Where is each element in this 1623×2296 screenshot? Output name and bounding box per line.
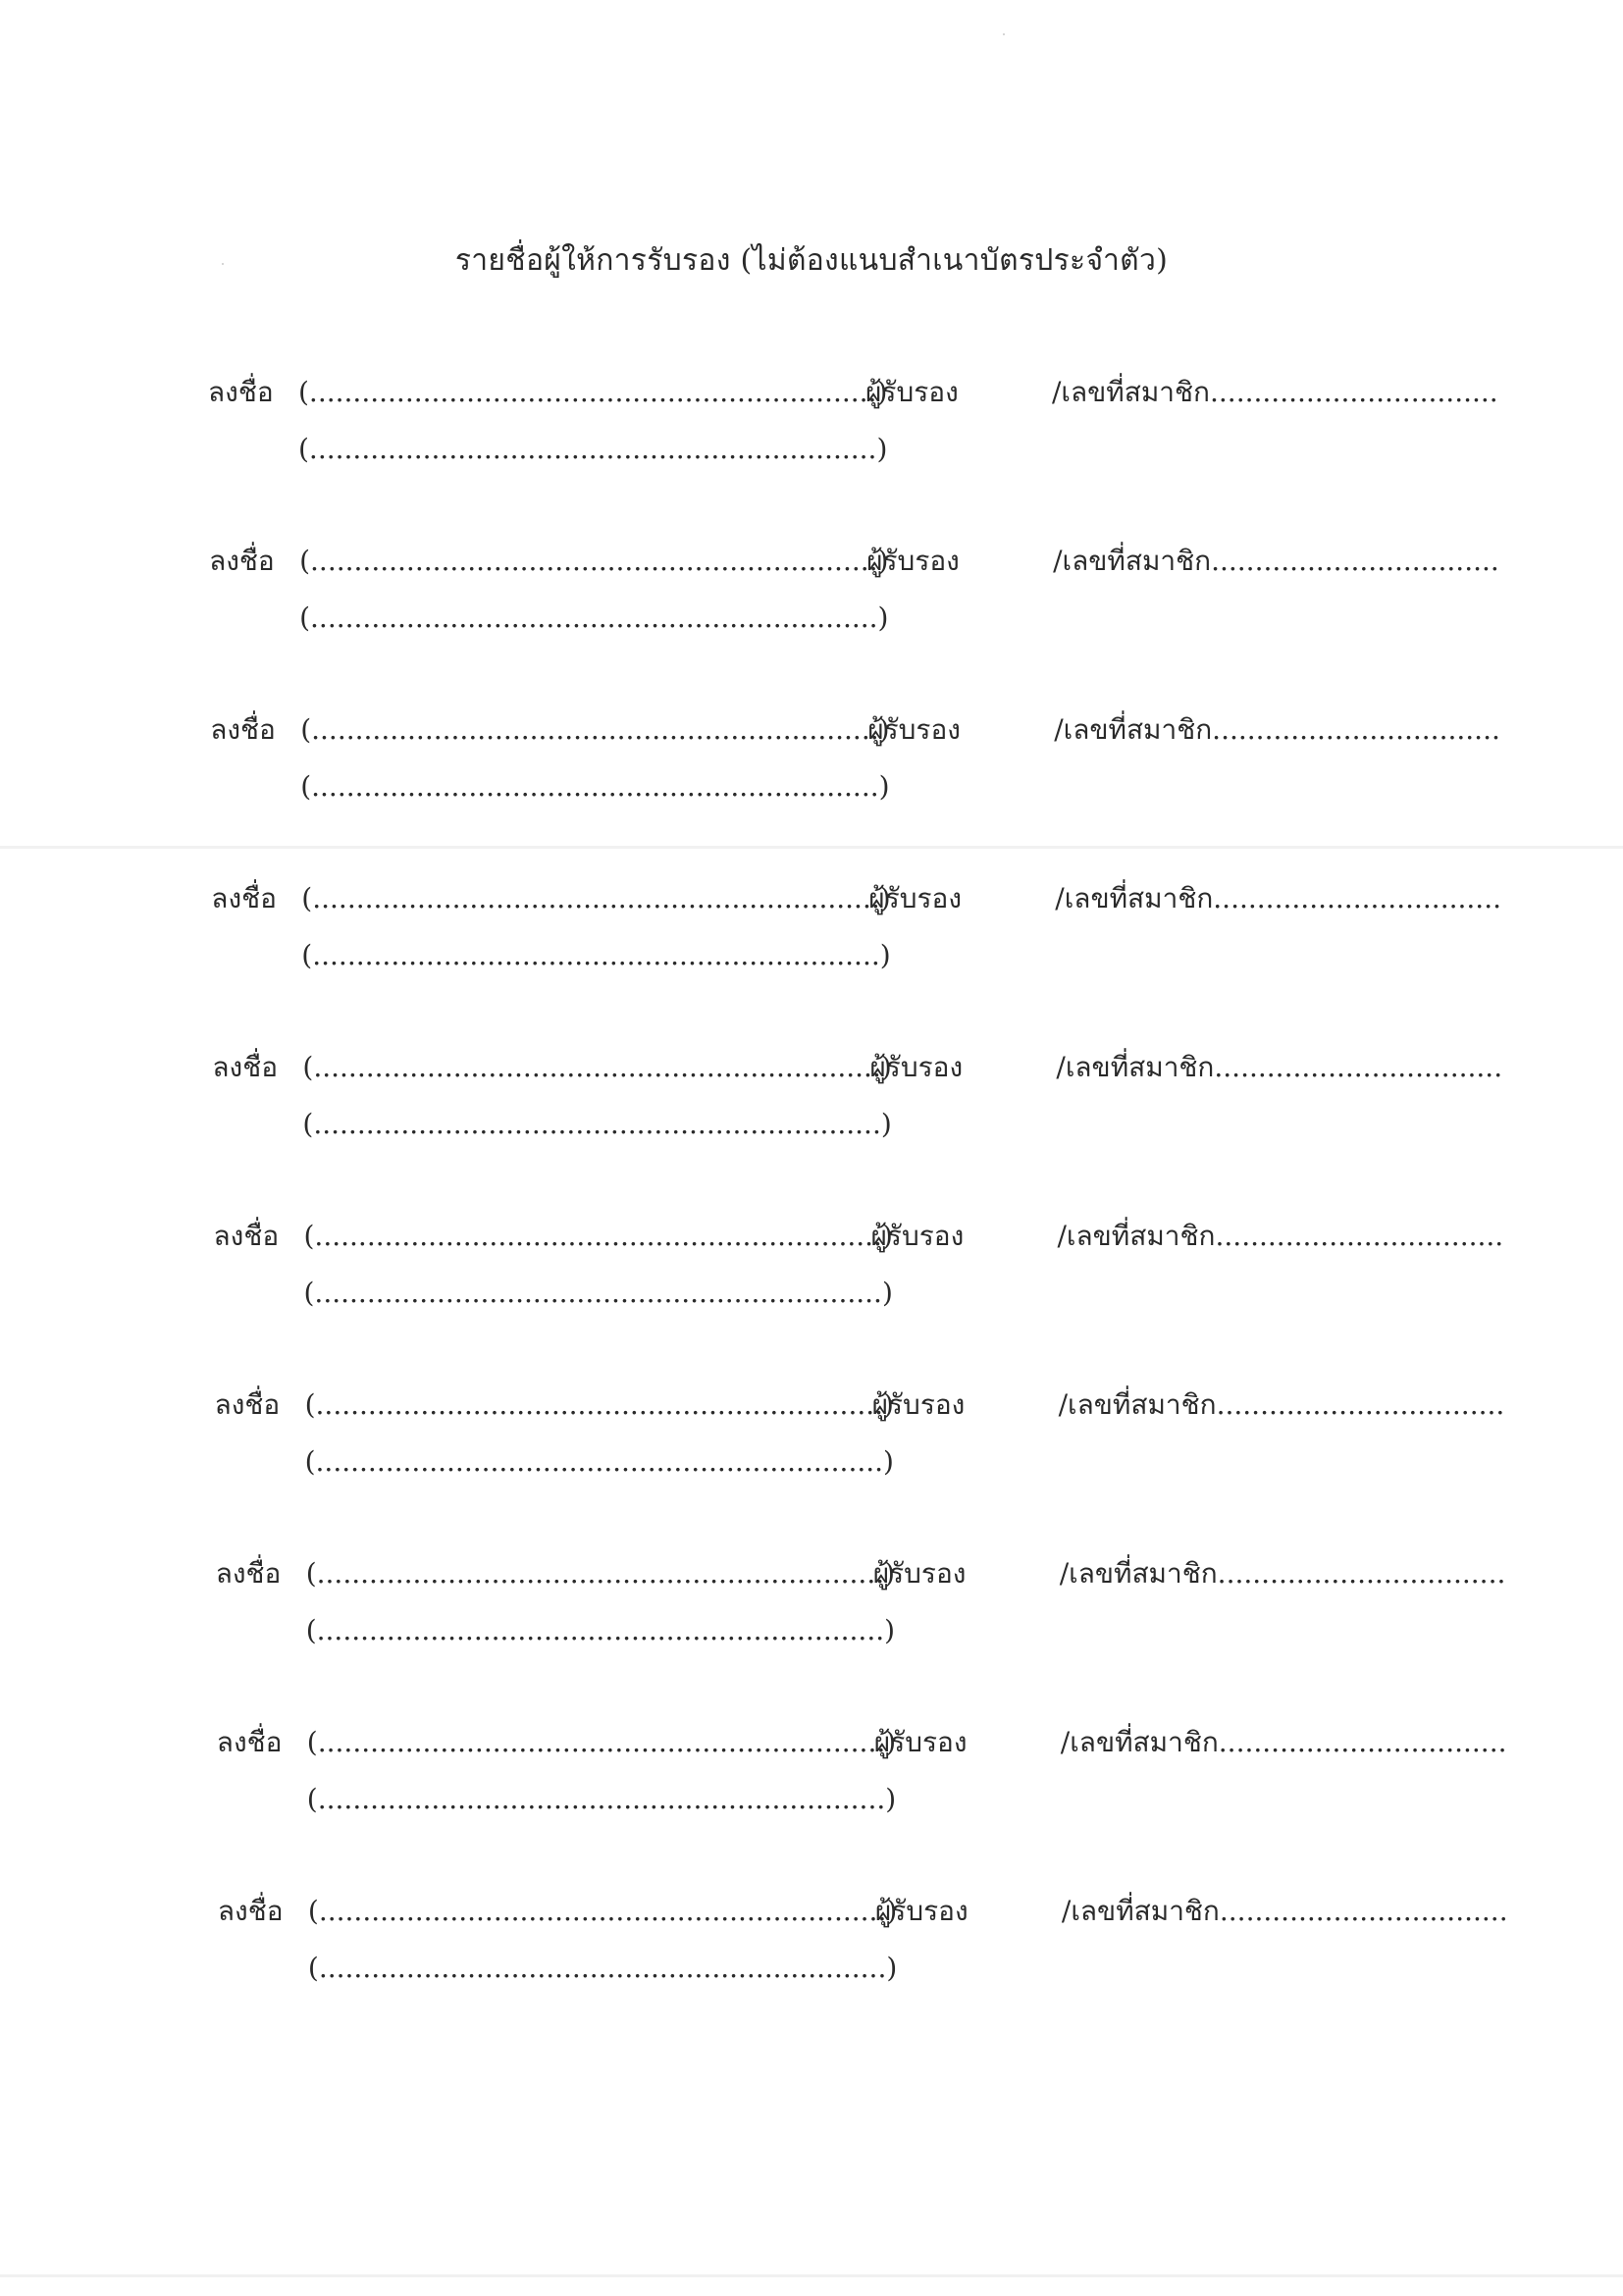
member-number-field[interactable]: /เลขที่สมาชิก................................. [1055, 882, 1501, 914]
endorser-entry [0, 1723, 1623, 1841]
endorser-entry [0, 1048, 1623, 1166]
endorser-role-label: ผู้รับรอง [868, 882, 963, 914]
printed-name-field[interactable]: (.................................................................) [306, 1783, 897, 1815]
scan-speck [1003, 33, 1005, 35]
signature-field[interactable]: (.................................................................) [300, 713, 890, 746]
printed-name-field[interactable]: (.................................................................) [298, 433, 888, 465]
member-number-field[interactable]: /เลขที่สมาชิก................................. [1060, 1726, 1507, 1758]
endorser-role-label: ผู้รับรอง [869, 1051, 964, 1083]
document-title: รายชื่อผู้ให้การรับรอง (ไม่ต้องแนบสำเนาบัตรประจำตัว) [454, 243, 1169, 278]
signature-field[interactable]: (.................................................................) [305, 1557, 896, 1590]
sign-label: ลงชื่อ [211, 882, 277, 914]
sign-label: ลงชื่อ [214, 1388, 281, 1421]
signature-field[interactable]: (.................................................................) [304, 1388, 894, 1421]
printed-name-field[interactable]: (.................................................................) [307, 1952, 898, 1984]
sign-label: ลงชื่อ [213, 1220, 280, 1252]
printed-name-field[interactable]: (.................................................................) [300, 770, 890, 803]
endorser-entry [0, 1892, 1623, 2009]
sign-label: ลงชื่อ [212, 1051, 279, 1083]
endorser-entry [0, 879, 1623, 997]
member-number-field[interactable]: /เลขที่สมาชิก................................. [1052, 376, 1498, 408]
scan-speck [222, 263, 224, 265]
printed-name-field[interactable]: (.................................................................) [305, 1614, 896, 1646]
sign-label: ลงชื่อ [208, 376, 274, 408]
endorser-entry [0, 1554, 1623, 1672]
endorser-entry [0, 1385, 1623, 1503]
signature-field[interactable]: (.................................................................) [299, 545, 889, 577]
endorser-role-label: ผู้รับรอง [865, 376, 959, 408]
signature-field[interactable]: (.................................................................) [303, 1220, 893, 1252]
sign-label: ลงชื่อ [216, 1726, 283, 1758]
sign-label: ลงชื่อ [209, 545, 275, 577]
endorser-role-label: ผู้รับรอง [870, 1220, 965, 1252]
signature-field[interactable]: (.................................................................) [306, 1726, 897, 1758]
endorser-role-label: ผู้รับรอง [873, 1726, 968, 1758]
member-number-field[interactable]: /เลขที่สมาชิก................................. [1054, 713, 1500, 746]
sign-label: ลงชื่อ [217, 1895, 284, 1927]
signature-field[interactable]: (.................................................................) [298, 376, 888, 408]
sign-label: ลงชื่อ [210, 713, 276, 746]
printed-name-field[interactable]: (.................................................................) [301, 939, 891, 971]
endorser-role-label: ผู้รับรอง [867, 713, 961, 746]
member-number-field[interactable]: /เลขที่สมาชิก................................. [1061, 1895, 1508, 1927]
endorser-role-label: ผู้รับรอง [871, 1388, 966, 1421]
signature-field[interactable]: (.................................................................) [307, 1895, 898, 1927]
endorser-role-label: ผู้รับรอง [872, 1557, 967, 1590]
endorser-entry [0, 373, 1623, 491]
endorser-entry [0, 1217, 1623, 1334]
signature-field[interactable]: (.................................................................) [301, 882, 891, 914]
signature-field[interactable]: (.................................................................) [302, 1051, 892, 1083]
printed-name-field[interactable]: (.................................................................) [302, 1108, 892, 1140]
member-number-field[interactable]: /เลขที่สมาชิก................................. [1057, 1220, 1504, 1252]
endorser-entry [0, 542, 1623, 659]
endorser-entry [0, 710, 1623, 828]
sign-label: ลงชื่อ [215, 1557, 282, 1590]
member-number-field[interactable]: /เลขที่สมาชิก................................. [1058, 1388, 1505, 1421]
scan-bottom-line [0, 2274, 1623, 2277]
member-number-field[interactable]: /เลขที่สมาชิก................................. [1053, 545, 1499, 577]
endorser-role-label: ผู้รับรอง [874, 1895, 969, 1927]
member-number-field[interactable]: /เลขที่สมาชิก................................. [1059, 1557, 1506, 1590]
scan-fold-line [0, 846, 1623, 849]
endorser-role-label: ผู้รับรอง [866, 545, 960, 577]
printed-name-field[interactable]: (.................................................................) [299, 601, 889, 634]
member-number-field[interactable]: /เลขที่สมาชิก................................. [1056, 1051, 1503, 1083]
printed-name-field[interactable]: (.................................................................) [304, 1445, 894, 1478]
printed-name-field[interactable]: (.................................................................) [303, 1277, 893, 1309]
